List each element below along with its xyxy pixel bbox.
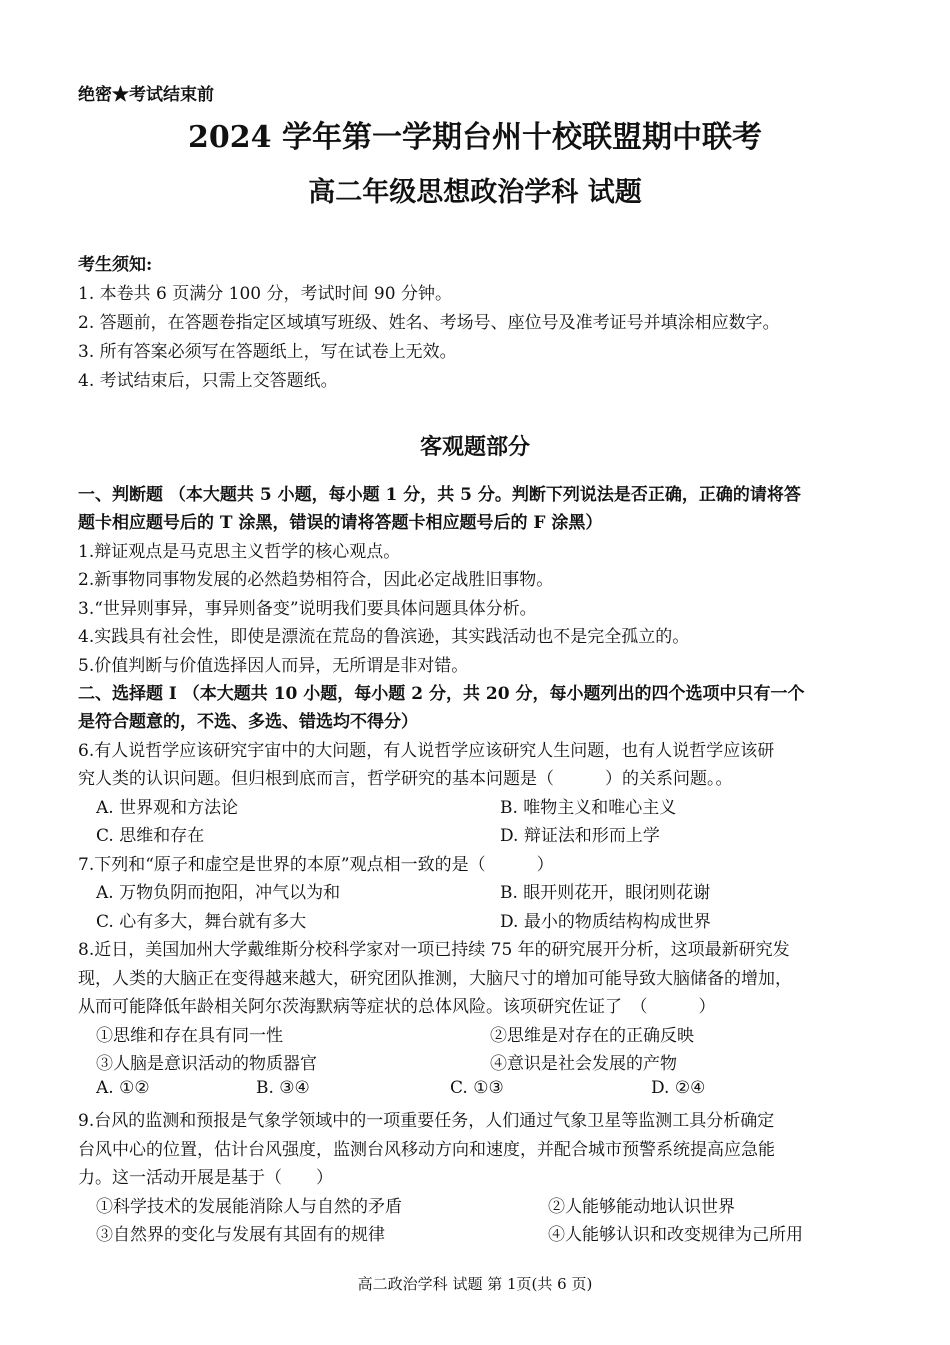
- q9-statement-2: ②人能够能动地认识世界: [548, 1197, 735, 1217]
- notice-item: 3. 所有答案必须写在答题纸上，写在试卷上无效。: [78, 342, 457, 362]
- page-footer: 高二政治学科 试题 第 1页(共 6 页): [357, 1275, 593, 1293]
- q8-option-a: A. ①②: [96, 1078, 150, 1098]
- part2-heading: 二、选择题 I （本大题共 10 小题，每小题 2 分，共 20 分，每小题列出的四个选项中只有一个: [78, 684, 805, 704]
- question-7-text: 7.下列和“原子和虚空是世界的本原”观点相一致的是（ ）: [78, 855, 554, 875]
- q8-statement-4: ④意识是社会发展的产物: [490, 1054, 677, 1074]
- q8-option-d: D. ②④: [651, 1078, 706, 1098]
- q6-option-d: D. 辩证法和形而上学: [500, 826, 660, 846]
- notice-item: 4. 考试结束后，只需上交答题纸。: [78, 371, 338, 391]
- judgement-item-5: 5.价值判断与价值选择因人而异，无所谓是非对错。: [78, 656, 469, 676]
- q8-statement-3: ③人脑是意识活动的物质器官: [96, 1054, 317, 1074]
- q8-option-b: B. ③④: [256, 1078, 310, 1098]
- question-9-text: 9.台风的监测和预报是气象学领域中的一项重要任务，人们通过气象卫星等监测工具分析确定: [78, 1111, 775, 1131]
- question-6-text: 6.有人说哲学应该研究宇宙中的大问题，有人说哲学应该研究人生问题，也有人说哲学应该研: [78, 741, 775, 761]
- question-9-text-cont: 力。这一活动开展是基于（ ）: [78, 1168, 333, 1188]
- part1-heading: 一、判断题 （本大题共 5 小题，每小题 1 分，共 5 分。判断下列说法是否正确，正确的请将答: [78, 485, 801, 505]
- q8-statement-1: ①思维和存在具有同一性: [96, 1026, 283, 1046]
- q6-option-c: C. 思维和存在: [96, 826, 205, 846]
- question-9-text-cont: 台风中心的位置，估计台风强度，监测台风移动方向和速度，并配合城市预警系统提高应急能: [78, 1140, 775, 1160]
- exam-subtitle: 高二年级思想政治学科 试题: [308, 177, 642, 208]
- q8-option-c: C. ①③: [450, 1078, 504, 1098]
- question-8-text: 8.近日，美国加州大学戴维斯分校科学家对一项已持续 75 年的研究展开分析，这项最新研究发: [78, 940, 790, 960]
- q6-option-a: A. 世界观和方法论: [96, 798, 239, 818]
- exam-title: 2024 学年第一学期台州十校联盟期中联考: [188, 120, 762, 155]
- q8-statement-2: ②思维是对存在的正确反映: [490, 1026, 694, 1046]
- q9-statement-4: ④人能够认识和改变规律为己所用: [548, 1225, 803, 1245]
- judgement-item-1: 1.辩证观点是马克思主义哲学的核心观点。: [78, 542, 401, 562]
- q7-option-d: D. 最小的物质结构构成世界: [500, 912, 711, 932]
- q9-statement-3: ③自然界的变化与发展有其固有的规律: [96, 1225, 385, 1245]
- question-8-text-cont: 现，人类的大脑正在变得越来越大，研究团队推测，大脑尺寸的增加可能导致大脑储备的增加，: [78, 969, 792, 989]
- q6-option-b: B. 唯物主义和唯心主义: [500, 798, 677, 818]
- part2-heading-cont: 是符合题意的，不选、多选、错选均不得分）: [78, 712, 418, 732]
- q9-statement-1: ①科学技术的发展能消除人与自然的矛盾: [96, 1197, 402, 1217]
- judgement-item-2: 2.新事物同事物发展的必然趋势相符合，因此必定战胜旧事物。: [78, 570, 554, 590]
- notice-heading: 考生须知:: [78, 255, 153, 275]
- question-6-text-cont: 究人类的认识问题。但归根到底而言，哲学研究的基本问题是（ ）的关系问题。。: [78, 769, 733, 789]
- notice-item: 2. 答题前，在答题卷指定区域填写班级、姓名、考场号、座位号及准考证号并填涂相应数字。: [78, 313, 780, 333]
- notice-item: 1. 本卷共 6 页满分 100 分，考试时间 90 分钟。: [78, 284, 452, 304]
- q7-option-c: C. 心有多大，舞台就有多大: [96, 912, 307, 932]
- section-title: 客观题部分: [419, 434, 530, 460]
- part1-heading-cont: 题卡相应题号后的 T 涂黑，错误的请将答题卡相应题号后的 F 涂黑）: [78, 513, 603, 533]
- judgement-item-4: 4.实践具有社会性，即使是漂流在荒岛的鲁滨逊，其实践活动也不是完全孤立的。: [78, 627, 690, 647]
- q7-option-a: A. 万物负阴而抱阳，冲气以为和: [96, 883, 341, 903]
- q7-option-b: B. 眼开则花开，眼闭则花谢: [500, 883, 711, 903]
- question-8-text-cont: 从而可能降低年龄相关阿尔茨海默病等症状的总体风险。该项研究佐证了 （ ）: [78, 997, 716, 1017]
- confidential-label: 绝密★考试结束前: [78, 85, 214, 105]
- judgement-item-3: 3.“世异则事异，事异则备变”说明我们要具体问题具体分析。: [78, 599, 537, 619]
